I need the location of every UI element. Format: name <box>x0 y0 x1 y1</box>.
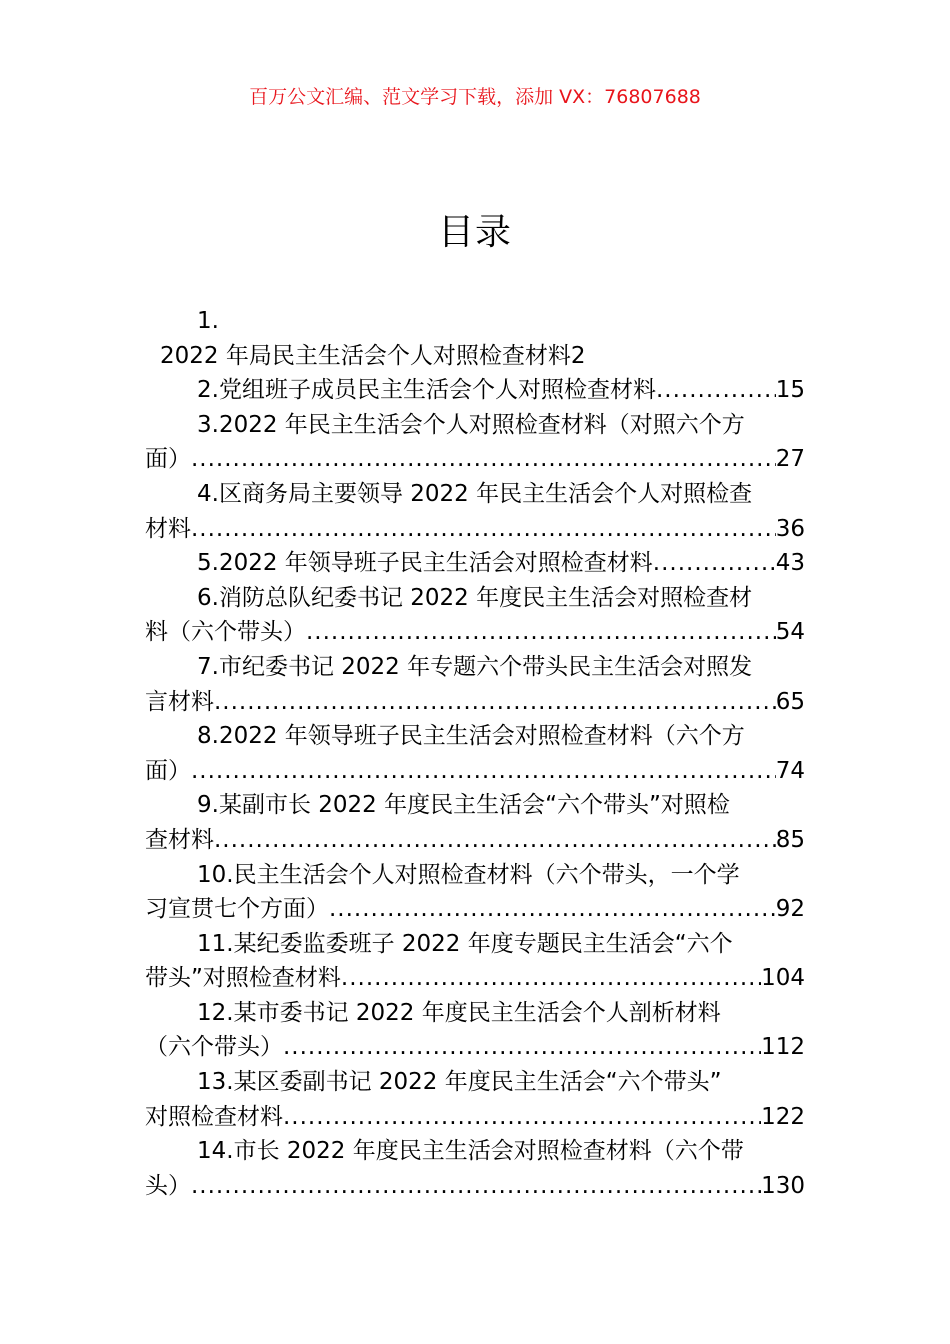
toc-entry[interactable] <box>145 961 805 996</box>
toc-entry[interactable] <box>145 1030 805 1065</box>
toc-entry-title-line[interactable]: 8.2022 年领导班子民主生活会对照检查材料（六个方 <box>197 723 745 750</box>
toc-entry[interactable] <box>145 892 805 927</box>
toc-entry-title-line[interactable]: 4.区商务局主要领导 2022 年民主生活会个人对照检查 <box>197 480 753 507</box>
toc-entry-title-line[interactable]: 9.某副市长 2022 年度民主生活会“六个带头”对照检 <box>197 792 730 819</box>
toc-entry-text: 材料 <box>145 515 191 542</box>
toc-entry[interactable] <box>145 546 805 581</box>
toc-entry-text: 5.2022 年领导班子民主生活会对照检查材料 <box>197 550 653 577</box>
toc-entry-text: 言材料 <box>145 688 214 715</box>
toc-dot-leader <box>191 1169 761 1204</box>
toc-entry[interactable] <box>145 615 805 650</box>
toc-entry-text: 料（六个带头） <box>145 619 306 646</box>
toc-page-number: 85 <box>775 826 805 853</box>
toc-dot-leader <box>341 961 761 996</box>
toc-page-number: 15 <box>775 377 805 404</box>
toc-entry-title-line[interactable]: 12.某市委书记 2022 年度民主生活会个人剖析材料 <box>197 999 721 1026</box>
toc-page-number: 130 <box>761 1172 805 1199</box>
toc-page-number: 122 <box>761 1103 805 1130</box>
toc-entry-text: 头） <box>145 1172 191 1199</box>
toc-entry[interactable] <box>145 754 805 789</box>
toc-dot-leader <box>214 823 776 858</box>
toc-entry[interactable] <box>145 373 805 408</box>
toc-dot-leader <box>283 1030 761 1065</box>
toc-page-number: 74 <box>775 757 805 784</box>
toc-entry[interactable] <box>145 823 805 858</box>
toc-dot-leader <box>214 685 776 720</box>
toc-entry-title-line[interactable]: 13.某区委副书记 2022 年度民主生活会“六个带头” <box>197 1069 722 1096</box>
toc-page-number: 104 <box>761 965 805 992</box>
toc-entry-text: 2.党组班子成员民主生活会个人对照检查材料 <box>197 377 656 404</box>
toc-page-number: 54 <box>775 619 805 646</box>
toc-page-number: 36 <box>775 515 805 542</box>
toc-entry-text: 查材料 <box>145 826 214 853</box>
toc-entry-title-line[interactable]: 6.消防总队纪委书记 2022 年度民主生活会对照检查材 <box>197 584 753 611</box>
toc-entry[interactable] <box>145 442 805 477</box>
toc-entry-title-line[interactable]: 14.市长 2022 年度民主生活会对照检查材料（六个带 <box>197 1138 744 1165</box>
toc-entry-title-line[interactable]: 3.2022 年民主生活会个人对照检查材料（对照六个方 <box>197 411 745 438</box>
page-title: 目录 <box>437 212 512 253</box>
toc-entry[interactable] <box>145 1100 805 1135</box>
toc-entry-text: 带头”对照检查材料 <box>145 965 341 992</box>
toc-page-number: 43 <box>775 550 805 577</box>
toc-dot-leader <box>191 512 776 547</box>
toc-entry[interactable] <box>145 1169 805 1204</box>
toc-page-number: 112 <box>761 1034 805 1061</box>
toc-page-number: 27 <box>775 446 805 473</box>
toc-dot-leader <box>329 892 776 927</box>
toc-dot-leader <box>653 546 776 581</box>
toc-item-1-text: 2022 年局民主生活会个人对照检查材料2 <box>160 342 586 369</box>
toc-entry-title-line[interactable]: 10.民主生活会个人对照检查材料（六个带头，一个学 <box>197 861 740 888</box>
toc-dot-leader <box>283 1100 761 1135</box>
toc-page-number: 92 <box>775 896 805 923</box>
toc-entry-title-line[interactable]: 7.市纪委书记 2022 年专题六个带头民主生活会对照发 <box>197 653 753 680</box>
toc-page-number: 65 <box>775 688 805 715</box>
toc-item-1-number: 1. <box>197 308 219 334</box>
toc-entry-text: 面） <box>145 446 191 473</box>
toc-dot-leader <box>191 754 776 789</box>
toc-entry-text: （六个带头） <box>145 1034 283 1061</box>
toc-dot-leader <box>306 615 776 650</box>
toc-entry[interactable] <box>145 685 805 720</box>
toc-entry-text: 习宣贯七个方面） <box>145 896 329 923</box>
toc-dot-leader <box>656 373 776 408</box>
toc-dot-leader <box>191 442 776 477</box>
toc-entry-title-line[interactable]: 11.某纪委监委班子 2022 年度专题民主生活会“六个 <box>197 930 733 957</box>
toc-entry[interactable] <box>145 512 805 547</box>
toc-entry-text: 对照检查材料 <box>145 1103 283 1130</box>
toc-entry-text: 面） <box>145 757 191 784</box>
header-watermark-text: 百万公文汇编、范文学习下载，添加 VX：76807688 <box>249 86 701 108</box>
table-of-contents <box>145 304 805 1203</box>
toc-entries <box>145 373 805 1203</box>
